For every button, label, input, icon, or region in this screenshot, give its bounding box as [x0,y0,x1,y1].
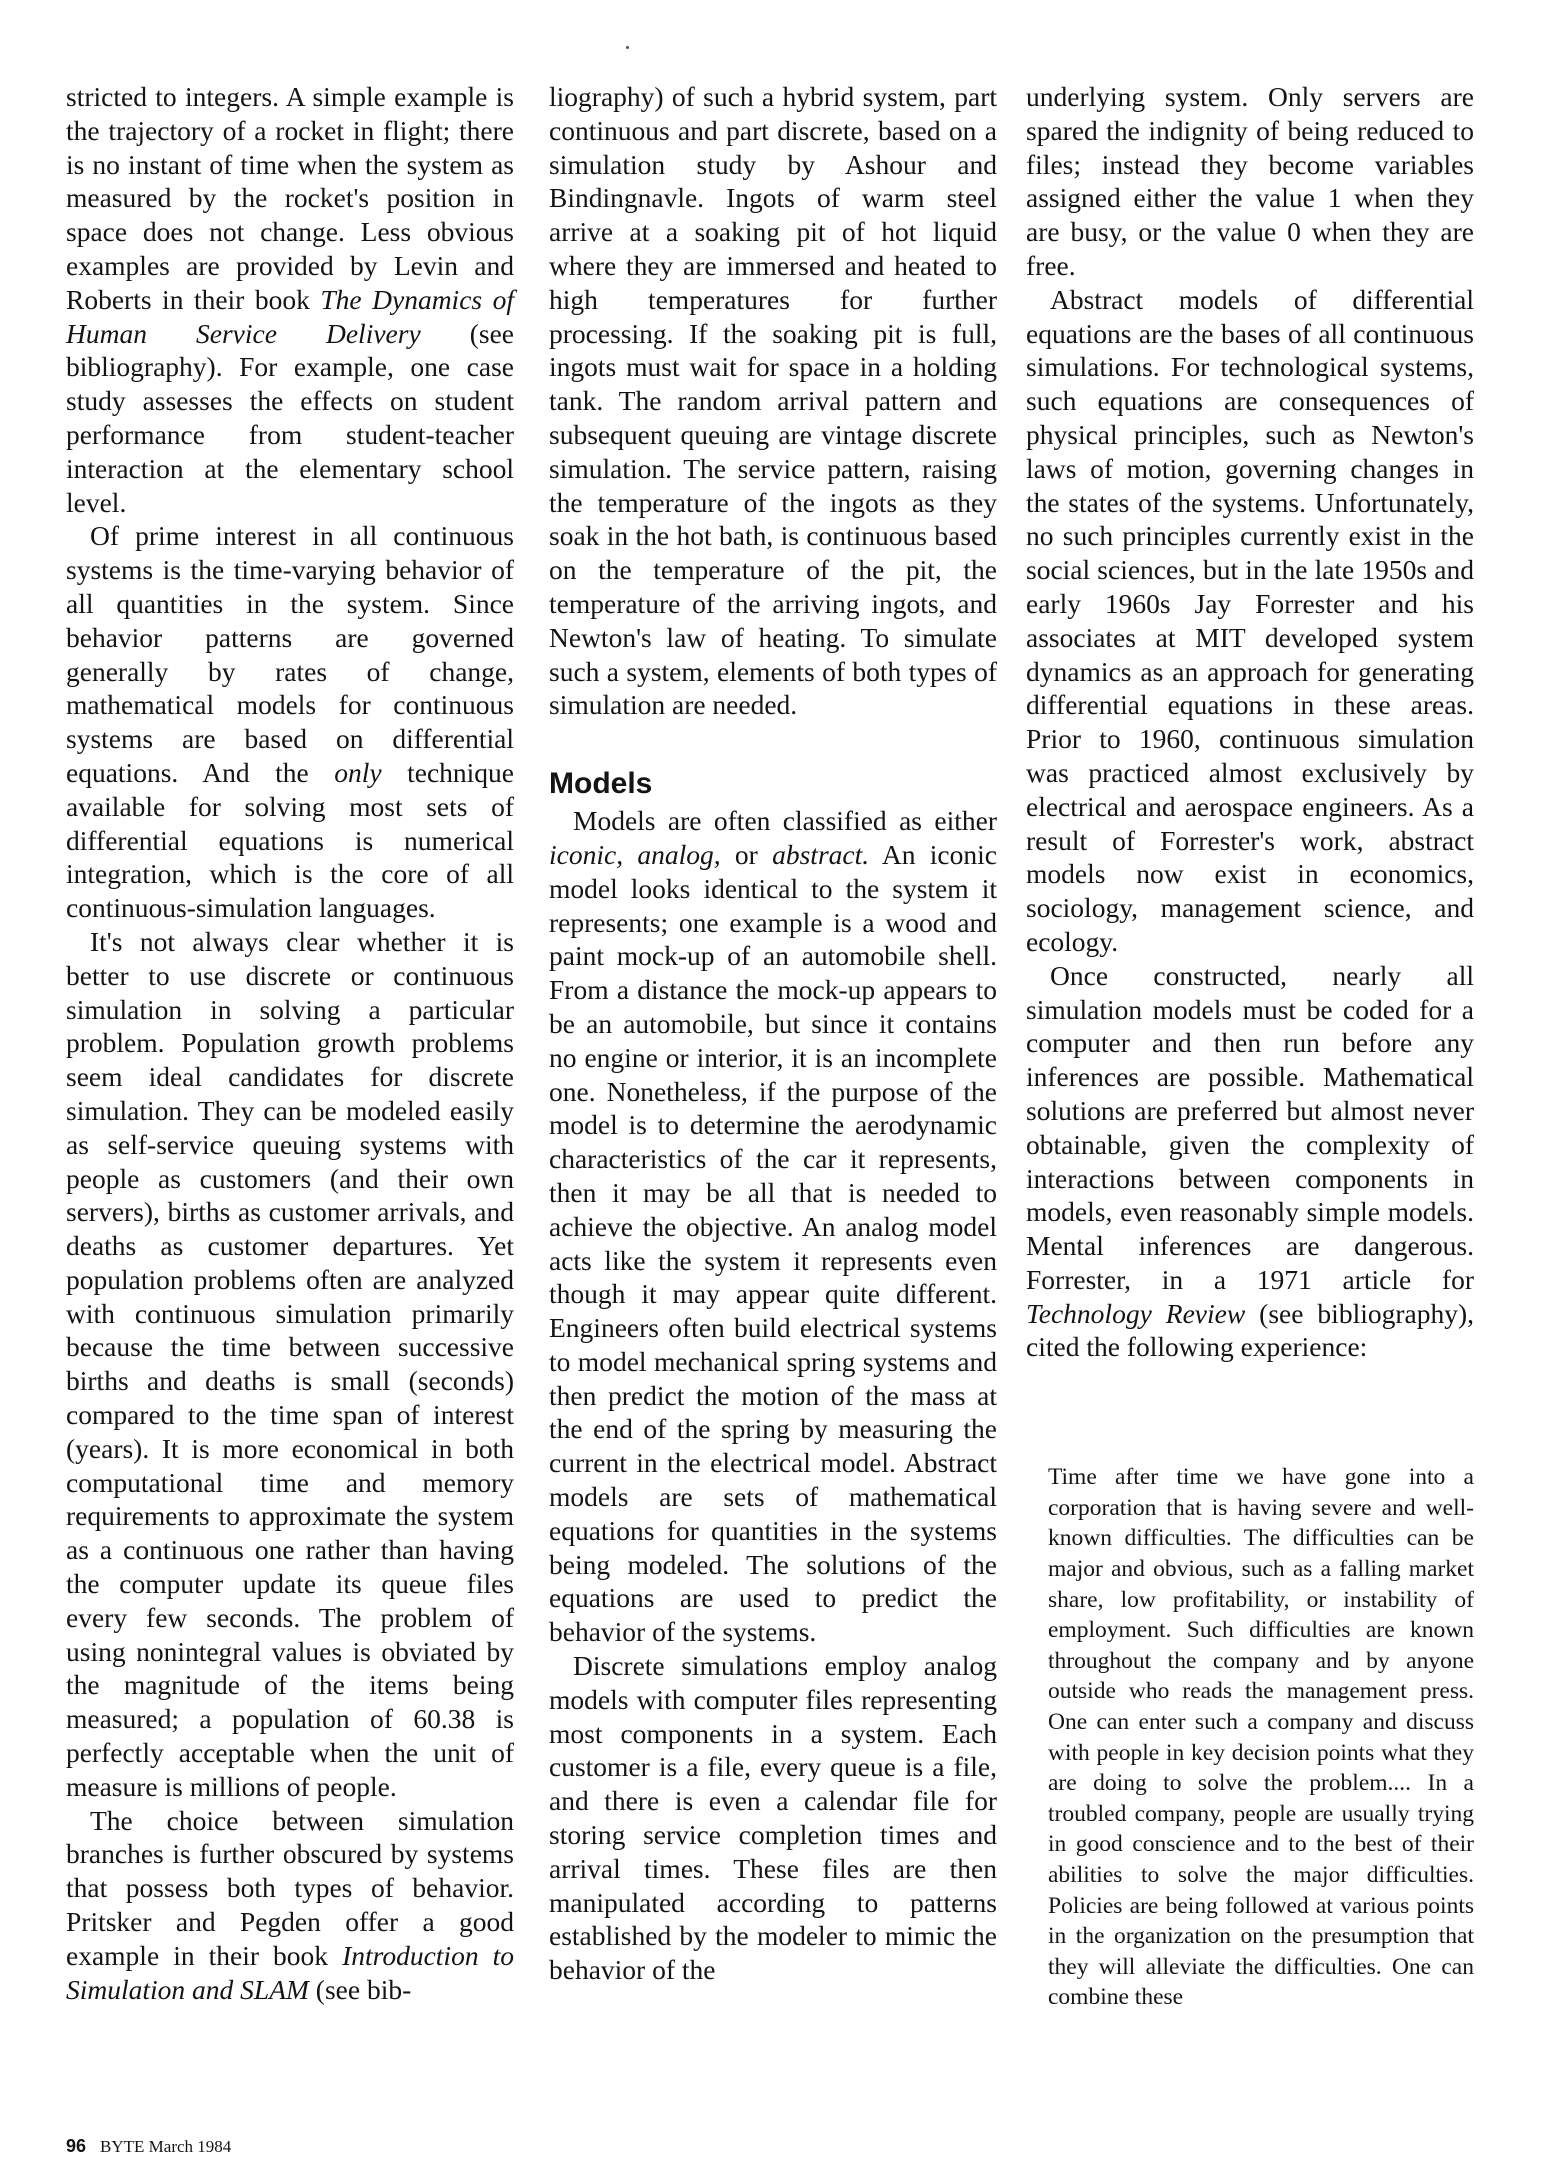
paragraph-text: stricted to integers. A simple example is the trajectory of a rocket in flight; there is no instant of time when the system as measured by the rocket's position in space does not change. Less obvious examples are provided by Levin and Roberts in their book [66,81,514,315]
emphasis: only [334,756,382,788]
journal-title: Technology Review [1026,1297,1246,1329]
paragraph-text: (see bibliography). For example, one case study assesses the effects on student performance from student-teacher interaction at the elementary school level. [66,317,514,518]
publication-info: BYTE March 1984 [100,2137,232,2156]
paragraph-text: or [720,838,773,870]
paragraph [549,804,997,1649]
block-quote: Time after time we have gone into a corporation that is having severe and well-known difficulties. The difficulties can be major and obvious, such as a falling market share, low profitability, or instability of employment. Such difficulties are known throughout the company and by anyone outside who reads the management press. One can enter such a company and discuss with people in key decision points what they are doing to solve the problem.... In a troubled company, people are usually trying in good conscience and to the best of their abilities to solve the major difficulties. Policies are being followed at various points in the organization on the presumption that they will alleviate the difficulties. One can combine these [1048,1464,1474,2011]
paragraph-text: (see bibliography), cited the following experience: [1026,1297,1474,1363]
text-column-right [1026,80,1474,2013]
paragraph-text: technique available for solving most sets of differential equations is numerical integration, which is the core of all continuous-simulation languages. [66,756,514,924]
emphasis: iconic, analog, [549,838,721,870]
paragraph [1026,959,1474,1365]
paragraph-text: An iconic model looks identical to the system it represents; one example is a wood and paint mock-up of an automobile shell. From a distance the mock-up appears to be an automobile, but since it contains no engine or interior, it is an incomplete one. Nonetheless, if the purpose of the model is to determine the aerodynamic characteristics of the car it represents, then it may be all that is needed to achieve the objective. An analog model acts like the system it represents even though it may appear quite different. Engineers often build electrical systems to model mechanical spring systems and then predict the motion of the mass at the end of the spring by measuring the current in the electrical model. Abstract models are sets of mathematical equations for quantities in the systems being modeled. The solutions of the equations are used to predict the behavior of the systems. [549,838,997,1648]
text-column-middle [549,80,997,1987]
page-number: 96 [66,2136,87,2156]
emphasis: abstract. [772,838,870,870]
paragraph-text: The choice between simulation branches is further obscured by systems that possess both types of behavior. Pritsker and Pegden offer a good example in their book [66,1804,514,1971]
text-column-left [66,80,514,2006]
paragraph: Abstract models of differential equations are the bases of all continuous simulations. For technological systems, such equations are consequences of physical principles, such as Newton's laws of motion, governing changes in the states of the systems. Unfortunately, no such principles currently exist in the social sciences, but in the late 1950s and early 1960s Jay Forrester and his associates at MIT developed system dynamics as an approach for generating differential equations in these areas. Prior to 1960, continuous simulation was practiced almost exclusively by electrical and aerospace engineers. As a result of Forrester's work, abstract models now exist in economics, sociology, management science, and ecology. [1026,283,1474,957]
book-title: Introduction to Simulation and SLAM [66,1939,515,2005]
section-heading: Models [549,767,653,801]
paragraph: underlying system. Only servers are spared the indignity of being reduced to files; instead they become variables assigned either the value 1 when they are busy, or the value 0 when they are free. [1026,81,1474,281]
book-title: The Dynamics of Human Service Delivery [66,283,514,349]
paragraph: liography) of such a hybrid system, part continuous and part discrete, based on a simulation study by Ashour and Bindingnavle. Ingots of warm steel arrive at a soaking pit of hot liquid where they are immersed and heated to high temperatures for further processing. If the soaking pit is full, ingots must wait for space in a holding tank. The random arrival pattern and subsequent queuing are vintage discrete simulation. The service pattern, raising the temperature of the ingots as they soak in the hot bath, is continuous based on the temperature of the pit, the temperature of the arriving ingots, and Newton's law of heating. To simulate such a system, elements of both types of simulation are needed. [549,81,997,721]
paragraph-text: Models are often classified as either [573,805,997,837]
paragraph [66,519,514,925]
paragraph-text: Of prime interest in all continuous systems is the time-varying behavior of all quantities in the system. Since behavior patterns are governed generally by rates of change, mathematical models for continuous systems are based on differential equations. And the [66,520,514,788]
print-speck [626,46,629,49]
paragraph-text: (see bib- [308,1973,412,2005]
paragraph: It's not always clear whether it is better to use discrete or continuous simulation in solving a particular problem. Population growth problems seem ideal candidates for discrete simulation. They can be modeled easily as self-service queuing systems with people as customers (and their own servers), births as customer arrivals, and deaths as customer departures. Yet population problems often are analyzed with continuous simulation primarily because the time between successive births and deaths is small (seconds) compared to the time span of interest (years). It is more economical in both computational time and memory requirements to approximate the system as a continuous one rather than having the computer update its queue files every few seconds. The problem of using nonintegral values is obviated by the magnitude of the items being measured; a population of 60.38 is perfectly acceptable when the unit of measure is millions of people. [66,925,514,1802]
paragraph-text: Once constructed, nearly all simulation models must be coded for a computer and then run before any inferences are possible. Mathematical solutions are preferred but almost never obtainable, given the complexity of interactions between components in models, even reasonably simple models. Mental inferences are dangerous. Forrester, in a 1971 article for [1026,959,1474,1295]
paragraph [66,1804,514,2007]
paragraph: Discrete simulations employ analog models with computer files representing most components in a system. Each customer is a file, every queue is a file, and there is even a calendar file for storing service completion times and arrival times. These files are then manipulated according to patterns established by the modeler to mimic the behavior of the [549,1650,997,1986]
page-footer [66,2136,231,2157]
paragraph [66,80,514,519]
